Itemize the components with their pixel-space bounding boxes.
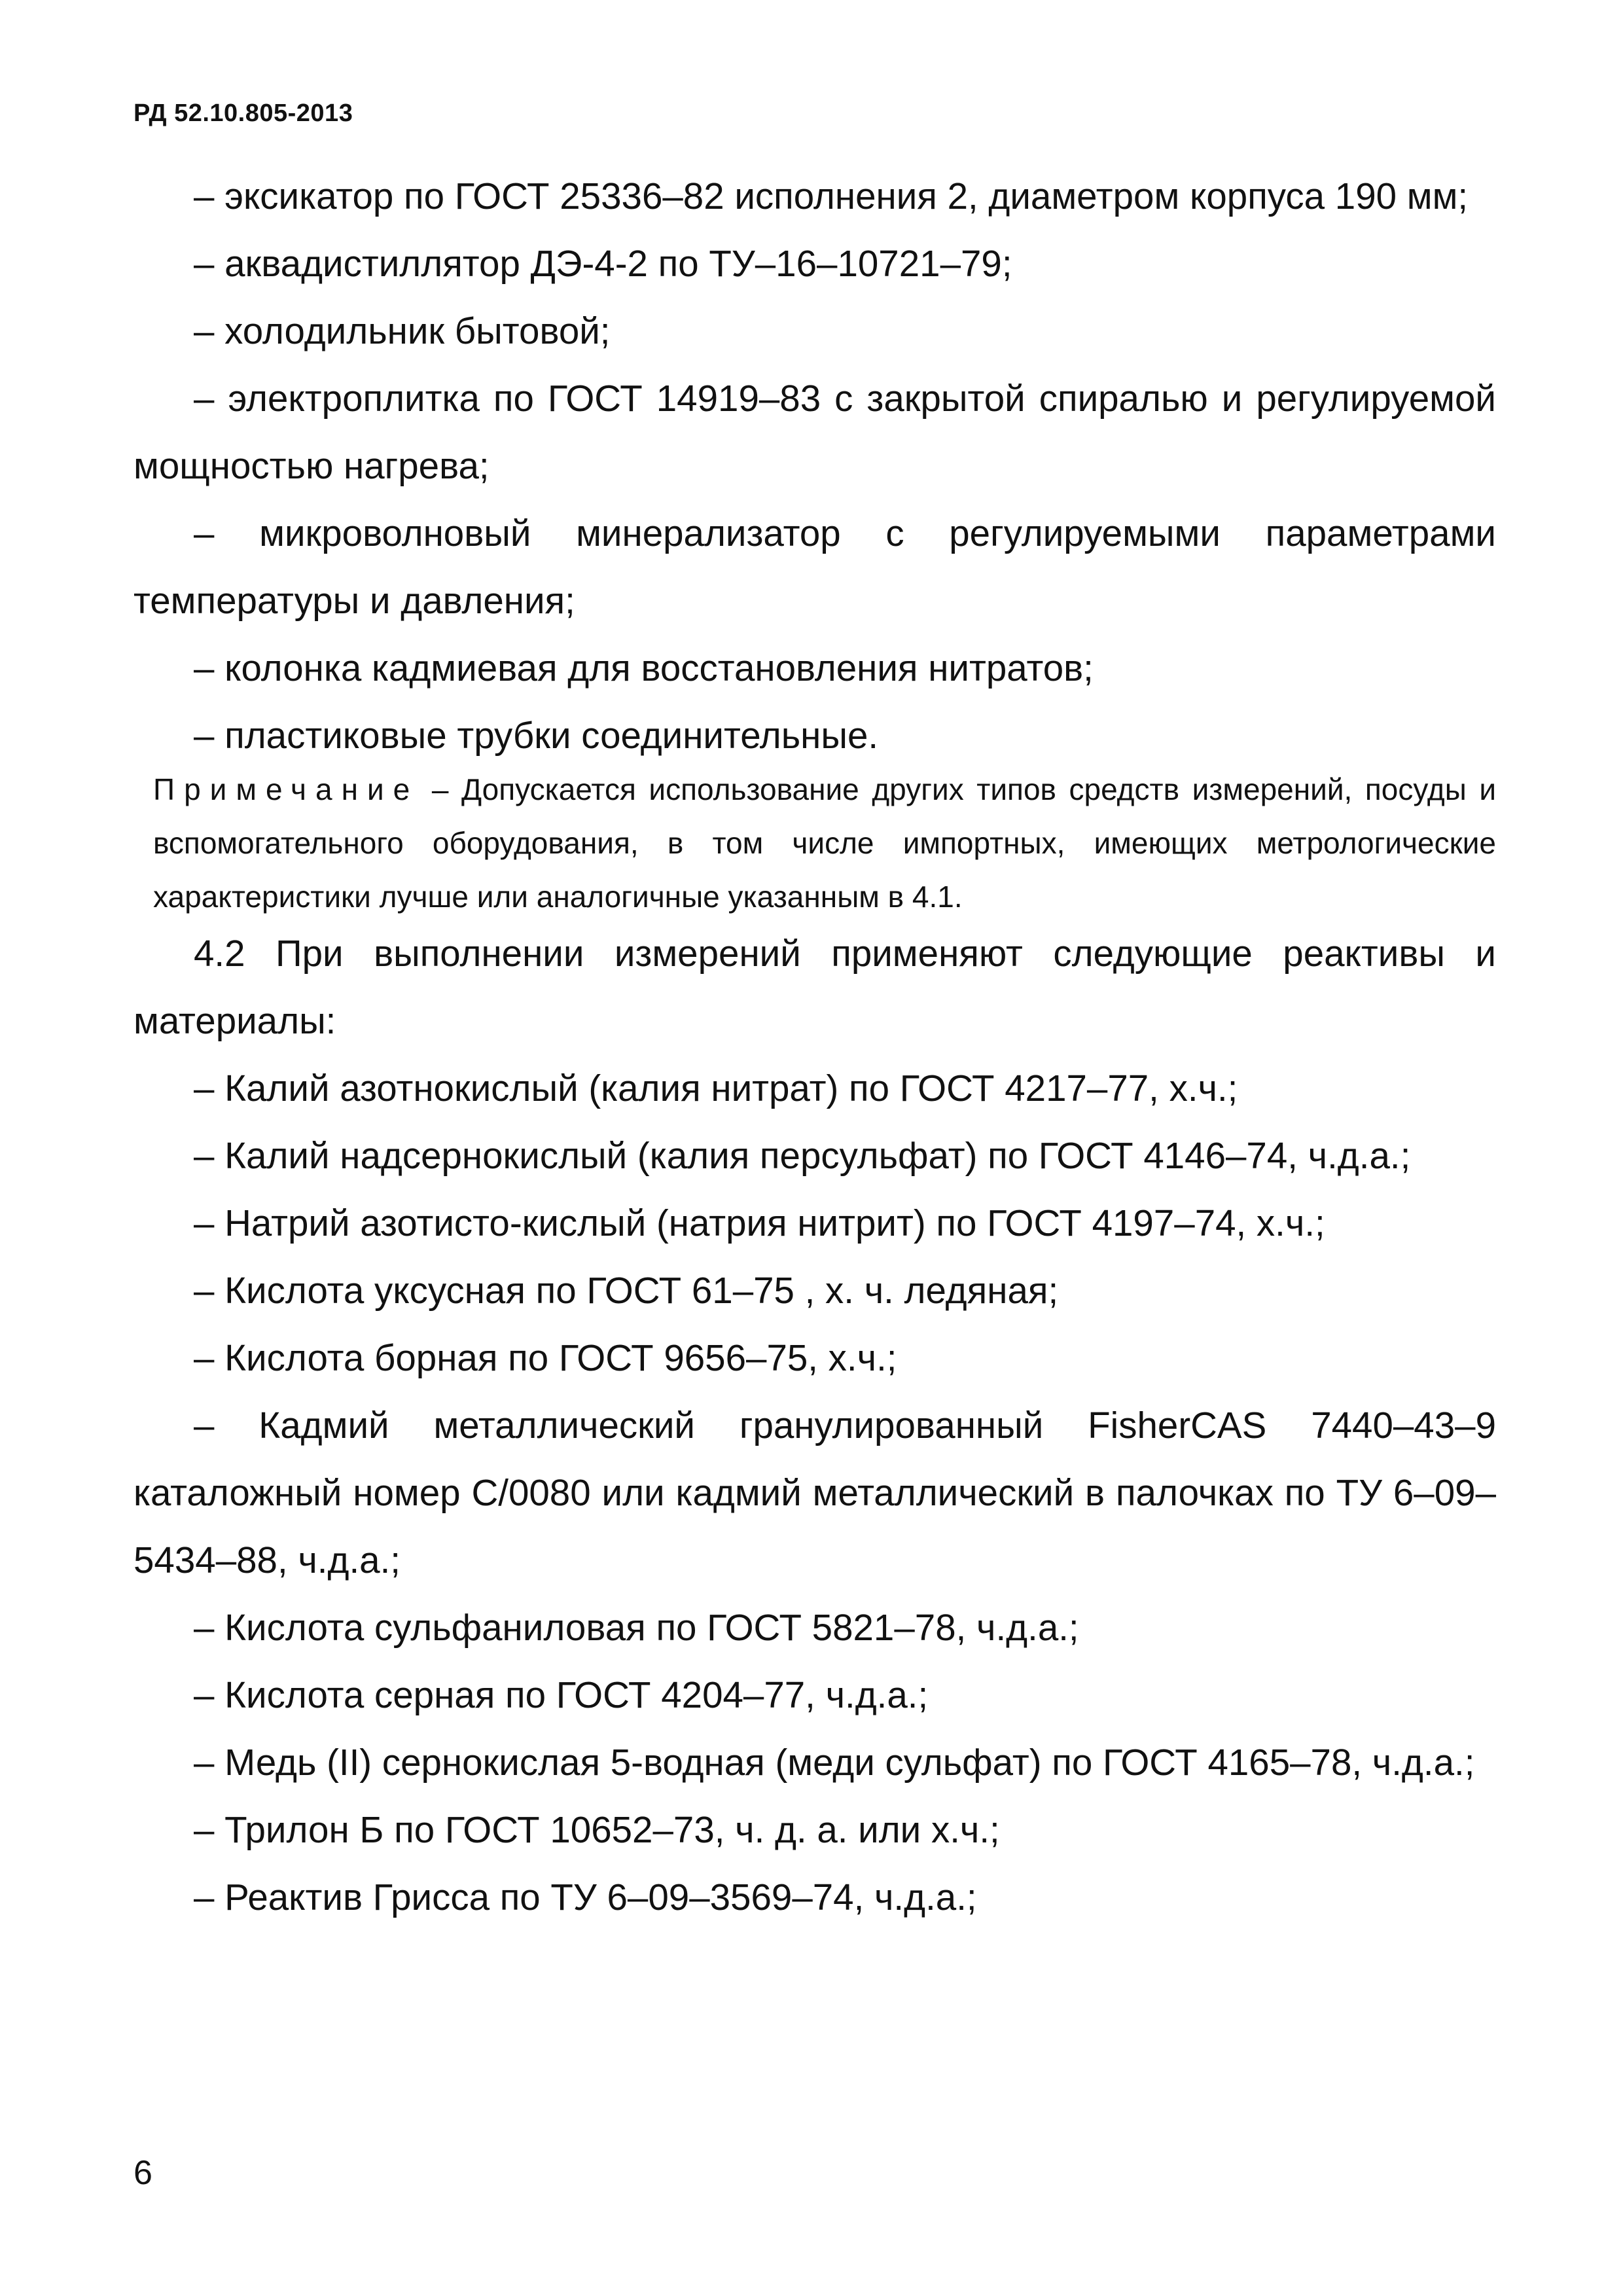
note-label: Примечание <box>153 772 419 806</box>
list-item: – микроволновый минерализатор с регулируемыми параметрами температуры и давления; <box>134 512 1496 621</box>
list-item: – аквадистиллятор ДЭ-4-2 по ТУ–16–10721–79; <box>194 243 1012 284</box>
list-item: – Калий надсернокислый (калия персульфат) по ГОСТ 4146–74, ч.д.а.; <box>194 1135 1411 1176</box>
list-item: – Кислота сульфаниловая по ГОСТ 5821–78, ч.д.а.; <box>194 1607 1079 1648</box>
list-item: – пластиковые трубки соединительные. <box>194 715 879 756</box>
list-item: – Кадмий металлический гранулированный FisherCAS 7440–43–9 каталожный номер C/0080 или кадмий металлический в палочках по ТУ 6–09–5434–88, ч.д.а.; <box>134 1405 1496 1581</box>
list-item: – эксикатор по ГОСТ 25336–82 исполнения 2, диаметром корпуса 190 мм; <box>194 175 1469 217</box>
list-item: – электроплитка по ГОСТ 14919–83 с закрытой спиралью и регулируемой мощностью нагрева; <box>134 378 1496 486</box>
list-item: – Медь (II) сернокислая 5-водная (меди сульфат) по ГОСТ 4165–78, ч.д.а.; <box>194 1742 1475 1783</box>
list-item: – Реактив Грисса по ТУ 6–09–3569–74, ч.д.а.; <box>194 1876 977 1918</box>
list-item: – Кислота серная по ГОСТ 4204–77, ч.д.а.; <box>194 1674 929 1715</box>
list-item: – Кислота уксусная по ГОСТ 61–75 , х. ч. ледяная; <box>194 1270 1059 1311</box>
list-item: – Калий азотнокислый (калия нитрат) по ГОСТ 4217–77, х.ч.; <box>194 1067 1238 1109</box>
list-item: – холодильник бытовой; <box>194 310 611 351</box>
list-item: – Кислота борная по ГОСТ 9656–75, х.ч.; <box>194 1337 897 1378</box>
list-item: – колонка кадмиевая для восстановления нитратов; <box>194 647 1094 689</box>
note-text: – Допускается использование других типов средств измерений, посуды и вспомогательного оборудования, в том числе импортных, имеющих метрологические характеристики лучше или аналогичные указанным в 4.1. <box>153 772 1497 914</box>
section-paragraph: 4.2 При выполнении измерений применяют следующие реактивы и материалы: <box>134 933 1496 1041</box>
note <box>134 762 1496 924</box>
page-body <box>134 162 1496 1931</box>
document-code: РД 52.10.805-2013 <box>134 99 353 127</box>
page-number: 6 <box>134 2154 152 2192</box>
list-item: – Натрий азотисто-кислый (натрия нитрит) по ГОСТ 4197–74, х.ч.; <box>194 1202 1325 1244</box>
list-item: – Трилон Б по ГОСТ 10652–73, ч. д. а. или х.ч.; <box>194 1809 1000 1850</box>
